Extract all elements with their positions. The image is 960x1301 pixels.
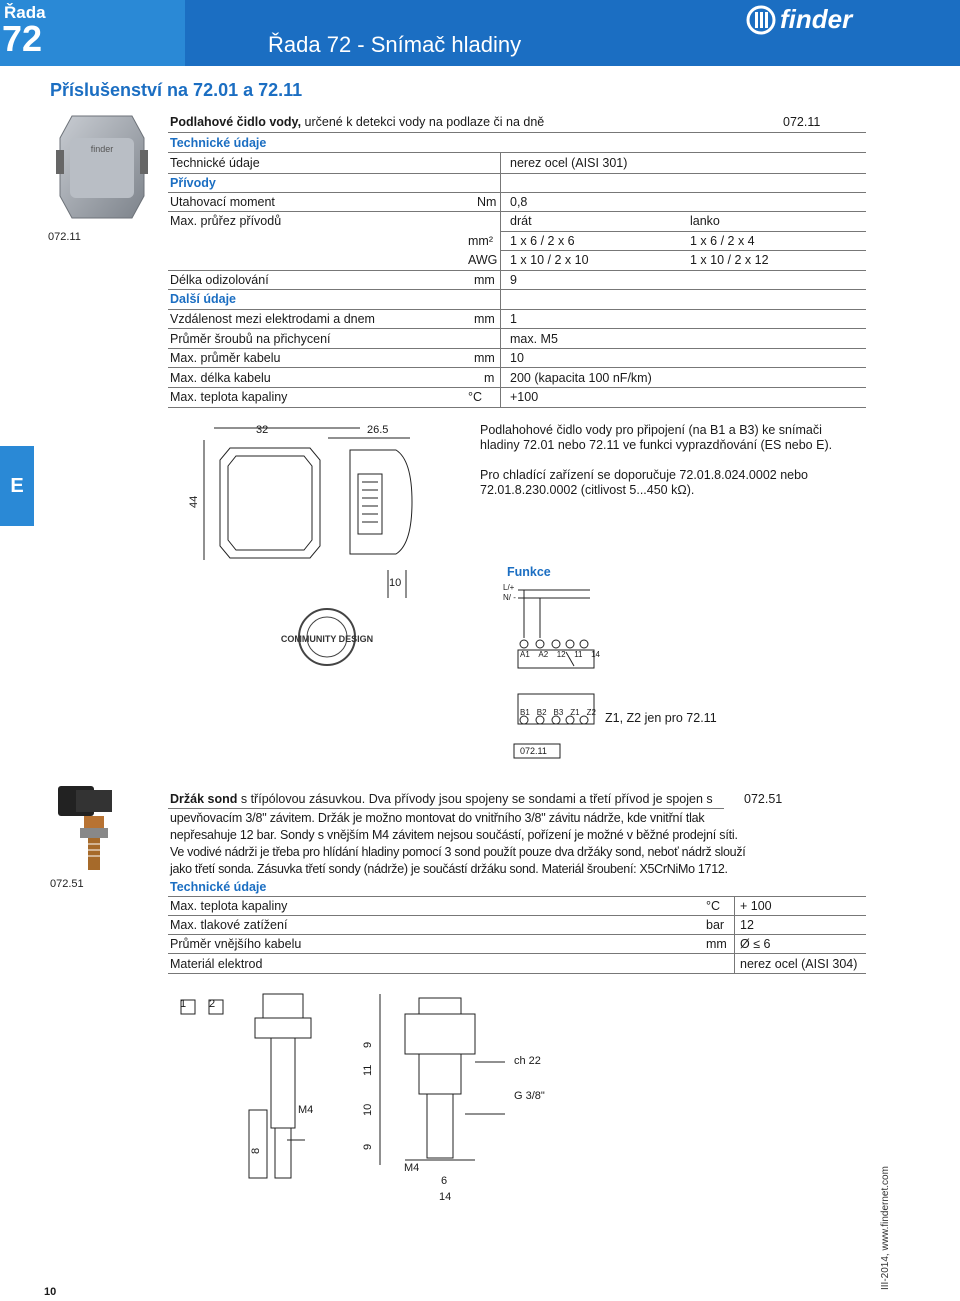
probe-description: s třípólovou zásuvkou. Dva přívody jsou spojeny se sondami a třetí přívod je spojen s	[237, 792, 713, 806]
torque-value: 0,8	[510, 195, 528, 209]
terminal-b2: B2	[536, 708, 547, 717]
pin-1: 1	[180, 998, 187, 1010]
cable-diameter-label: Max. průměr kabelu	[170, 351, 281, 365]
probe-line-1	[170, 792, 713, 806]
screw-label: Průměr šroubů na přichycení	[170, 332, 331, 346]
label-14: 14	[439, 1191, 452, 1203]
dim-width: 32	[256, 424, 269, 436]
pin-2: 2	[209, 998, 216, 1010]
product-code-right: 072.11	[783, 115, 821, 129]
label-6: 6	[441, 1175, 448, 1187]
label-m4-a: M4	[298, 1104, 314, 1116]
probe-name: Držák sond	[170, 792, 238, 806]
label-ch22: ch 22	[514, 1055, 541, 1067]
label-10: 10	[362, 1103, 374, 1116]
terminal-z1: Z1	[570, 708, 580, 717]
terminal-z2: Z2	[586, 708, 596, 717]
z-note: Z1, Z2 jen pro 72.11	[605, 711, 717, 725]
product-description: určené k detekci vody na podlaze či na dně	[301, 115, 545, 129]
terminal-14: 14	[591, 650, 600, 659]
tech-value: nerez ocel (AISI 301)	[510, 156, 628, 170]
dim-side: 26.5	[367, 424, 389, 436]
label-11: 11	[362, 1064, 374, 1076]
strip-value: 9	[510, 273, 517, 287]
section-title: Příslušenství na 72.01 a 72.11	[50, 80, 303, 100]
floor-sensor-drawing	[190, 420, 420, 600]
cable-length-unit: m	[484, 371, 495, 385]
tech-heading: Technické údaje	[170, 136, 267, 150]
probe-pressure-label: Max. tlakové zatížení	[170, 918, 288, 932]
terminal-b1: B1	[520, 708, 530, 717]
probe-line-5: jako třetí sonda. Zásuvka třetí sondy (nádrže) je součástí držáku sond. Materiál šroubení: X5CrNiMo 1712.	[170, 862, 728, 876]
terminal-a2: A2	[538, 650, 549, 659]
series-label: Řada	[4, 3, 46, 22]
terminal-b3: B3	[553, 708, 564, 717]
screw-value: max. M5	[510, 332, 558, 346]
finder-logo-text: finder	[780, 4, 853, 34]
col-strand: lanko	[690, 214, 720, 228]
cross-section-label: Max. průřez přívodů	[170, 214, 282, 228]
label-8: 8	[250, 1147, 262, 1154]
svg-text:COMMUNITY DESIGN: COMMUNITY DESIGN	[280, 634, 374, 644]
svg-text:finder: finder	[90, 144, 114, 154]
probe-pressure-value: 12	[740, 918, 754, 932]
mm2-unit: mm²	[468, 234, 493, 248]
probe-cable-unit: mm	[706, 937, 727, 951]
terminal-11: 11	[574, 650, 583, 659]
strip-unit: mm	[474, 273, 495, 287]
product-name: Podlahové čidlo vody,	[170, 115, 302, 129]
probe-cable-value: Ø ≤ 6	[740, 937, 771, 951]
cable-diameter-value: 10	[510, 351, 524, 365]
tech-label: Technické údaje	[170, 156, 260, 170]
mm2-wire: 1 x 6 / 2 x 6	[510, 234, 575, 248]
l-plus-label: L/+	[503, 583, 515, 592]
page-number: 10	[44, 1286, 57, 1298]
temp-label: Max. teplota kapaliny	[170, 390, 288, 404]
distance-unit: mm	[474, 312, 495, 326]
probe-holder-photo	[50, 780, 140, 876]
product2-code: 072.51	[50, 878, 84, 890]
product-heading	[170, 115, 544, 129]
cable-length-value: 200 (kapacita 100 nF/km)	[510, 371, 652, 385]
probe-temp-value: + 100	[740, 899, 772, 913]
sensor-note-2: Pro chladící zařízení se doporučuje 72.01.8.024.0002 nebo 72.01.8.230.0002 (citlivost 5...450 kΩ).	[480, 468, 809, 497]
label-9b: 9	[362, 1143, 374, 1150]
page-header	[0, 0, 960, 66]
probe-line-2: upevňovacím 3/8" závitem. Držák je možno montovat do vnitřního 3/8" závitu nádrže, kde vnitřní tlak	[170, 811, 705, 825]
page-title: Řada 72 - Snímač hladiny	[268, 32, 522, 57]
mm2-strand: 1 x 6 / 2 x 4	[690, 234, 755, 248]
distance-value: 1	[510, 312, 517, 326]
wiring-diagram	[500, 582, 620, 762]
probe-temp-unit: °C	[706, 899, 721, 913]
probe-holder-drawing	[175, 990, 535, 1210]
product2-code-right: 072.51	[744, 792, 783, 806]
top-terminals	[520, 650, 600, 659]
awg-strand: 1 x 10 / 2 x 12	[690, 253, 769, 267]
sensor-note-1: Podlahohové čidlo vody pro připojení (na B1 a B3) ke snímači hladiny 72.01 nebo 72.11 ve funkci vyprazdňování (ES nebo E).	[480, 423, 833, 452]
diagram-code: 072.11	[520, 746, 547, 756]
probe-material-value: nerez ocel (AISI 304)	[740, 957, 858, 971]
label-9a: 9	[362, 1041, 374, 1048]
torque-label: Utahovací moment	[170, 195, 275, 209]
other-heading: Další údaje	[170, 292, 236, 306]
probe-tech-heading: Technické údaje	[170, 880, 267, 894]
torque-unit: Nm	[477, 195, 497, 209]
community-design-badge	[280, 604, 374, 670]
finder-logo	[746, 4, 852, 35]
probe-cable-label: Průměr vnějšího kabelu	[170, 937, 302, 951]
product-code: 072.11	[48, 231, 81, 243]
distance-label: Vzdálenost mezi elektrodami a dnem	[170, 312, 375, 326]
probe-pressure-unit: bar	[706, 918, 725, 932]
awg-wire: 1 x 10 / 2 x 10	[510, 253, 589, 267]
finder-logo-icon	[746, 5, 776, 35]
label-g38: G 3/8"	[514, 1090, 545, 1102]
cable-diameter-unit: mm	[474, 351, 495, 365]
awg-unit: AWG	[468, 253, 498, 267]
col-wire: drát	[510, 214, 532, 228]
probe-material-label: Materiál elektrod	[170, 957, 263, 971]
terminal-a1: A1	[520, 650, 530, 659]
series-number: 72	[2, 18, 43, 59]
inputs-heading: Přívody	[170, 176, 216, 190]
label-m4-b: M4	[404, 1162, 420, 1174]
funkce-heading: Funkce	[507, 565, 551, 579]
floor-sensor-photo	[52, 108, 152, 228]
terminal-12: 12	[556, 650, 566, 659]
probe-line-3: nepřesahuje 12 bar. Sondy s vnějším M4 závitem nejsou součástí, pořízení je možné v běžné prodejní síti.	[170, 828, 738, 842]
cable-length-label: Max. délka kabelu	[170, 371, 271, 385]
bottom-terminals	[520, 708, 596, 717]
temp-value: +100	[510, 390, 539, 404]
n-minus-label: N/ -	[503, 593, 516, 602]
side-tab: E	[0, 446, 34, 526]
dim-bottom: 10	[389, 577, 402, 589]
probe-temp-label: Max. teplota kapaliny	[170, 899, 288, 913]
footer-note: III-2014, www.findernet.com	[880, 1166, 891, 1290]
dim-height: 44	[188, 495, 200, 508]
temp-unit: °C	[468, 390, 483, 404]
strip-label: Délka odizolování	[170, 273, 269, 287]
series-block	[0, 0, 185, 66]
probe-line-4: Ve vodivé nádrži je třeba pro hlídání hladiny pomocí 3 sond použít pouze dva držáky sond, neboť nádrž slouží	[170, 845, 746, 859]
